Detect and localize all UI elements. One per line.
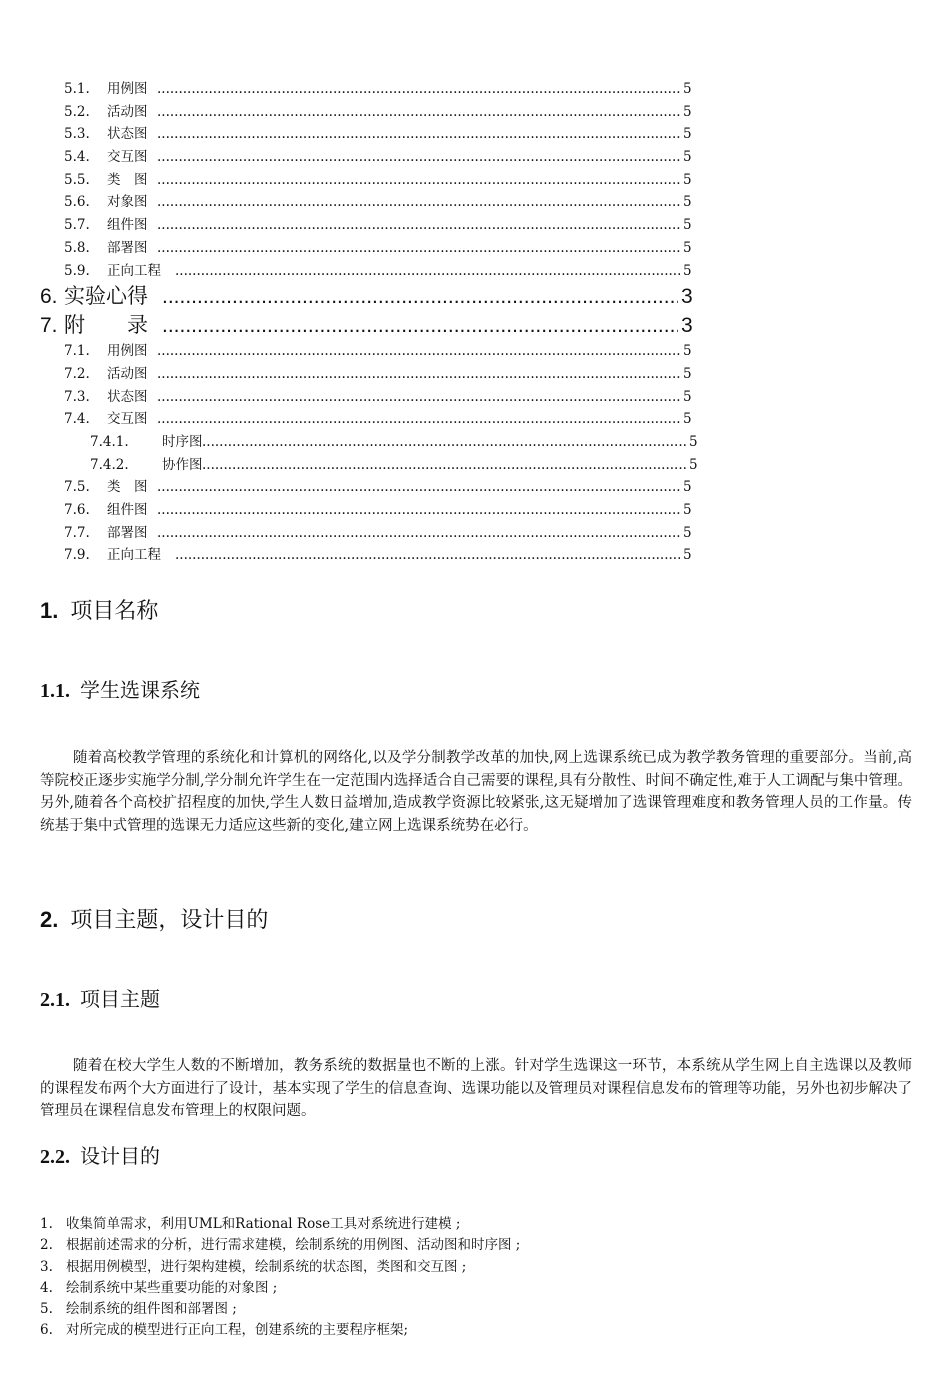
toc-entry[interactable] xyxy=(0,431,950,454)
toc-entry-page: 5 xyxy=(683,217,692,234)
toc-entry-page: 5 xyxy=(683,171,692,188)
toc-entry-page: 5 xyxy=(683,262,692,279)
toc-entry-number: 7.4. xyxy=(64,411,90,428)
toc-entry-page: 5 xyxy=(683,502,692,518)
toc-dot-leader xyxy=(157,191,680,214)
toc-entry[interactable] xyxy=(0,311,950,340)
list-item xyxy=(40,1235,920,1256)
toc-entry-page: 3 xyxy=(681,314,693,338)
toc-entry-page: 5 xyxy=(683,411,692,428)
toc-entry-number: 5.7. xyxy=(64,217,90,234)
toc-entry[interactable] xyxy=(0,454,950,477)
section-number: 2. xyxy=(40,907,59,932)
toc-entry-number: 7.7. xyxy=(64,524,90,541)
toc-entry-page: 5 xyxy=(683,388,692,405)
section-2-2-heading xyxy=(40,1140,160,1169)
theme-paragraph: 随着在校大学生人数的不断增加，教务系统的数据量也不断的上涨。针对学生选课这一环节，本系统从学生网上自主选课以及教师的课程发布两个大方面进行了设计，基本实现了学生的信息查询、选课功能以及管理员对课程信息发布的管理等功能，另外也初步解决了管理员在课程信息发布管理上的权限问题。 xyxy=(40,1058,912,1120)
toc-entry-number: 5.8. xyxy=(64,239,90,256)
toc-entry[interactable] xyxy=(0,214,950,237)
toc-entry-title: 活动图 xyxy=(107,365,148,382)
toc-entry-page: 5 xyxy=(689,456,698,473)
toc-entry-title: 状态图 xyxy=(107,126,148,143)
section-number: 1. xyxy=(40,598,59,623)
toc-dot-leader xyxy=(157,169,680,192)
toc-entry[interactable] xyxy=(0,101,950,124)
toc-entry-number: 7.6. xyxy=(64,502,90,518)
toc-dot-leader xyxy=(157,386,680,409)
section-number: 2.1. xyxy=(40,989,70,1011)
toc-entry-page: 5 xyxy=(683,239,692,256)
toc-entry-page: 5 xyxy=(683,194,692,211)
toc-entry-number: 5.3. xyxy=(64,126,90,143)
toc-entry-page: 5 xyxy=(683,81,692,97)
toc-entry[interactable] xyxy=(0,522,950,545)
toc-entry-title: 部署图 xyxy=(107,524,148,541)
toc-dot-leader xyxy=(157,340,680,363)
toc-entry-number: 7.2. xyxy=(64,365,90,382)
design-goals-list xyxy=(40,1214,920,1342)
list-item-number: 3. xyxy=(40,1258,53,1275)
toc-dot-leader xyxy=(157,408,680,431)
section-title: 项目主题，设计目的 xyxy=(70,907,269,932)
toc-entry[interactable] xyxy=(0,340,950,363)
section-2-heading xyxy=(40,903,268,934)
list-item xyxy=(40,1214,920,1235)
toc-entry-title: 对象图 xyxy=(107,194,148,211)
toc-entry-number: 5.2. xyxy=(64,103,90,120)
list-item-number: 1. xyxy=(40,1216,53,1232)
toc-dot-leader xyxy=(157,476,680,499)
toc-dot-leader xyxy=(157,522,680,545)
toc-entry-number: 7.5. xyxy=(64,479,90,496)
toc-dot-leader xyxy=(157,78,680,101)
toc-dot-leader xyxy=(157,363,680,386)
section-1-1-heading xyxy=(40,674,200,703)
toc-entry-page: 5 xyxy=(683,343,692,360)
toc-entry[interactable] xyxy=(0,169,950,192)
toc-entry[interactable] xyxy=(0,78,950,101)
toc-dot-leader xyxy=(157,214,680,237)
section-title: 学生选课系统 xyxy=(80,680,200,702)
list-item-text: 绘制系统中某些重要功能的对象图 ; xyxy=(66,1279,278,1296)
toc-entry-title: 附 录 xyxy=(64,314,148,338)
section-number: 2.2. xyxy=(40,1146,70,1168)
toc-entry[interactable] xyxy=(0,499,950,522)
toc-entry-page: 5 xyxy=(683,479,692,496)
toc-entry-page: 5 xyxy=(689,433,698,450)
toc-entry-number: 6. xyxy=(40,285,58,309)
section-number: 1.1. xyxy=(40,680,70,702)
toc-entry-title: 时序图 xyxy=(162,433,203,450)
toc-entry-number: 7.1. xyxy=(64,343,90,360)
toc-entry[interactable] xyxy=(0,146,950,169)
list-item xyxy=(40,1257,920,1278)
toc-entry-title: 类 图 xyxy=(107,171,148,188)
toc-entry[interactable] xyxy=(0,386,950,409)
toc-entry-title: 组件图 xyxy=(107,217,148,234)
section-2-1-heading xyxy=(40,983,160,1012)
list-item-number: 6. xyxy=(40,1322,53,1339)
toc-entry-number: 5.4. xyxy=(64,149,90,166)
toc-entry-title: 类 图 xyxy=(107,479,148,496)
toc-entry[interactable] xyxy=(0,408,950,431)
toc-entry-title: 组件图 xyxy=(107,502,148,518)
toc-entry-title: 交互图 xyxy=(107,411,148,428)
toc-entry[interactable] xyxy=(0,282,950,311)
toc-entry-number: 7.3. xyxy=(64,388,90,405)
toc-dot-leader xyxy=(157,101,680,124)
toc-entry-page: 3 xyxy=(681,285,693,309)
toc-dot-leader xyxy=(175,544,680,567)
toc-entry-number: 5.9. xyxy=(64,262,90,279)
toc-dot-leader xyxy=(157,146,680,169)
toc-entry[interactable] xyxy=(0,237,950,260)
toc-dot-leader xyxy=(162,311,678,340)
list-item xyxy=(40,1320,920,1341)
list-item xyxy=(40,1299,920,1320)
toc-entry-title: 正向工程 xyxy=(107,262,161,279)
toc-entry-title: 协作图 xyxy=(162,456,203,473)
toc-entry-number: 7.4.1. xyxy=(90,433,129,450)
list-item-text: 绘制系统的组件图和部署图 ; xyxy=(66,1301,237,1318)
toc-entry-page: 5 xyxy=(683,126,692,143)
section-title: 项目名称 xyxy=(70,598,159,623)
toc-entry[interactable] xyxy=(0,363,950,386)
list-item-number: 5. xyxy=(40,1301,53,1318)
list-item-text: 对所完成的模型进行正向工程，创建系统的主要程序框架; xyxy=(66,1322,409,1339)
toc-entry-title: 交互图 xyxy=(107,149,148,166)
toc-entry-title: 用例图 xyxy=(107,81,148,97)
toc-dot-leader xyxy=(157,499,680,522)
list-item-text: 根据前述需求的分析，进行需求建模，绘制系统的用例图、活动图和时序图 ; xyxy=(66,1237,521,1254)
toc-dot-leader xyxy=(162,282,678,311)
toc-entry-number: 7.9. xyxy=(64,547,90,564)
toc-entry-number: 5.6. xyxy=(64,194,90,211)
toc-entry-page: 5 xyxy=(683,365,692,382)
toc-entry-number: 7.4.2. xyxy=(90,456,129,473)
toc-entry-number: 5.5. xyxy=(64,171,90,188)
toc-entry-page: 5 xyxy=(683,149,692,166)
toc-entry-page: 5 xyxy=(683,103,692,120)
toc-dot-leader xyxy=(157,123,680,146)
list-item-number: 2. xyxy=(40,1237,53,1254)
list-item-number: 4. xyxy=(40,1279,53,1296)
section-1-heading xyxy=(40,594,158,625)
toc-entry-page: 5 xyxy=(683,547,692,564)
list-item-text: 收集简单需求，利用UML和Rational Rose工具对系统进行建模 ; xyxy=(66,1216,461,1232)
toc-entry-title: 实验心得 xyxy=(64,285,148,309)
toc-dot-leader xyxy=(202,431,686,454)
toc-entry-number: 7. xyxy=(40,314,58,338)
list-item xyxy=(40,1278,920,1299)
list-item-text: 根据用例模型，进行架构建模，绘制系统的状态图，类图和交互图 ; xyxy=(66,1258,467,1275)
section-title: 设计目的 xyxy=(80,1146,160,1168)
intro-paragraph: 随着高校教学管理的系统化和计算机的网络化,以及学分制教学改革的加快,网上选课系统已成为教学教务管理的重要部分。当前,高等院校正逐步实施学分制,学分制允许学生在一定范围内选择适合自己需要的课程,具有分散性、时间不确定性,难于人工调配与集中管理。另外,随着各个高校扩招程度的加快,学生人数日益增加,造成教学资源比较紧张,这无疑增加了选课管理难度和教务管理人员的工作量。传统基于集中式管理的选课无力适应这些新的变化,建立网上选课系统势在必行。 xyxy=(40,750,912,834)
toc-entry-title: 状态图 xyxy=(107,388,148,405)
table-of-contents xyxy=(0,78,950,567)
toc-dot-leader xyxy=(175,260,680,283)
toc-dot-leader xyxy=(202,454,686,477)
toc-entry[interactable] xyxy=(0,123,950,146)
toc-entry-number: 5.1. xyxy=(64,81,90,97)
toc-entry-title: 正向工程 xyxy=(107,547,161,564)
toc-entry-title: 活动图 xyxy=(107,103,148,120)
toc-entry-title: 部署图 xyxy=(107,239,148,256)
section-title: 项目主题 xyxy=(80,989,160,1011)
toc-entry-title: 用例图 xyxy=(107,343,148,360)
toc-entry-page: 5 xyxy=(683,524,692,541)
toc-entry[interactable] xyxy=(0,191,950,214)
toc-dot-leader xyxy=(157,237,680,260)
toc-entry[interactable] xyxy=(0,260,950,283)
toc-entry[interactable] xyxy=(0,544,950,567)
toc-entry[interactable] xyxy=(0,476,950,499)
